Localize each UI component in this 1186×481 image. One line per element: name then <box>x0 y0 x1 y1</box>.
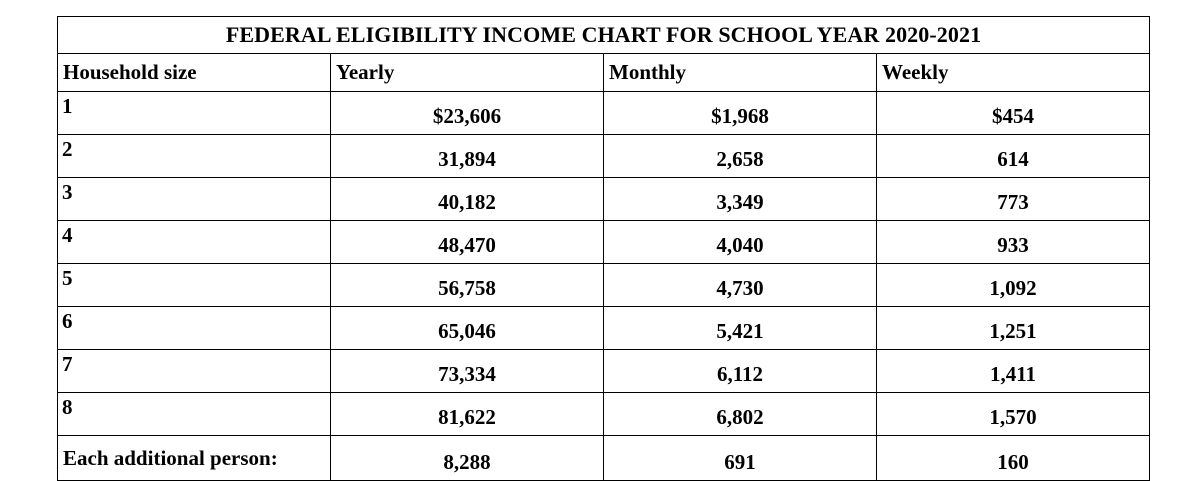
household-size-cell: 4 <box>58 221 331 264</box>
table-row <box>58 350 1150 393</box>
table-row <box>58 221 1150 264</box>
household-size-cell: Each additional person: <box>58 436 331 481</box>
weekly-cell: 1,251 <box>877 307 1150 350</box>
yearly-cell: 65,046 <box>331 307 604 350</box>
title-row <box>58 17 1150 54</box>
weekly-cell: 1,092 <box>877 264 1150 307</box>
monthly-cell: 4,040 <box>604 221 877 264</box>
table-row <box>58 92 1150 135</box>
table-row <box>58 178 1150 221</box>
monthly-cell: 691 <box>604 436 877 481</box>
weekly-cell: 1,411 <box>877 350 1150 393</box>
monthly-cell: 4,730 <box>604 264 877 307</box>
yearly-cell: $23,606 <box>331 92 604 135</box>
yearly-cell: 73,334 <box>331 350 604 393</box>
weekly-cell: 614 <box>877 135 1150 178</box>
income-eligibility-table <box>57 16 1150 481</box>
monthly-cell: 3,349 <box>604 178 877 221</box>
table-row <box>58 393 1150 436</box>
weekly-cell: 160 <box>877 436 1150 481</box>
yearly-cell: 48,470 <box>331 221 604 264</box>
yearly-cell: 81,622 <box>331 393 604 436</box>
table-row <box>58 307 1150 350</box>
household-size-cell: 7 <box>58 350 331 393</box>
column-header-yearly: Yearly <box>331 54 604 92</box>
yearly-cell: 8,288 <box>331 436 604 481</box>
household-size-cell: 6 <box>58 307 331 350</box>
household-size-cell: 3 <box>58 178 331 221</box>
table-row <box>58 436 1150 481</box>
table-row <box>58 135 1150 178</box>
header-row <box>58 54 1150 92</box>
weekly-cell: 773 <box>877 178 1150 221</box>
household-size-cell: 2 <box>58 135 331 178</box>
household-size-cell: 8 <box>58 393 331 436</box>
weekly-cell: 1,570 <box>877 393 1150 436</box>
monthly-cell: 6,112 <box>604 350 877 393</box>
monthly-cell: 6,802 <box>604 393 877 436</box>
column-header-weekly: Weekly <box>877 54 1150 92</box>
monthly-cell: 5,421 <box>604 307 877 350</box>
yearly-cell: 56,758 <box>331 264 604 307</box>
table-title: FEDERAL ELIGIBILITY INCOME CHART FOR SCHOOL YEAR 2020-2021 <box>58 17 1150 54</box>
table-row <box>58 264 1150 307</box>
monthly-cell: $1,968 <box>604 92 877 135</box>
monthly-cell: 2,658 <box>604 135 877 178</box>
column-header-household-size: Household size <box>58 54 331 92</box>
household-size-cell: 5 <box>58 264 331 307</box>
yearly-cell: 31,894 <box>331 135 604 178</box>
household-size-cell: 1 <box>58 92 331 135</box>
yearly-cell: 40,182 <box>331 178 604 221</box>
column-header-monthly: Monthly <box>604 54 877 92</box>
weekly-cell: 933 <box>877 221 1150 264</box>
weekly-cell: $454 <box>877 92 1150 135</box>
